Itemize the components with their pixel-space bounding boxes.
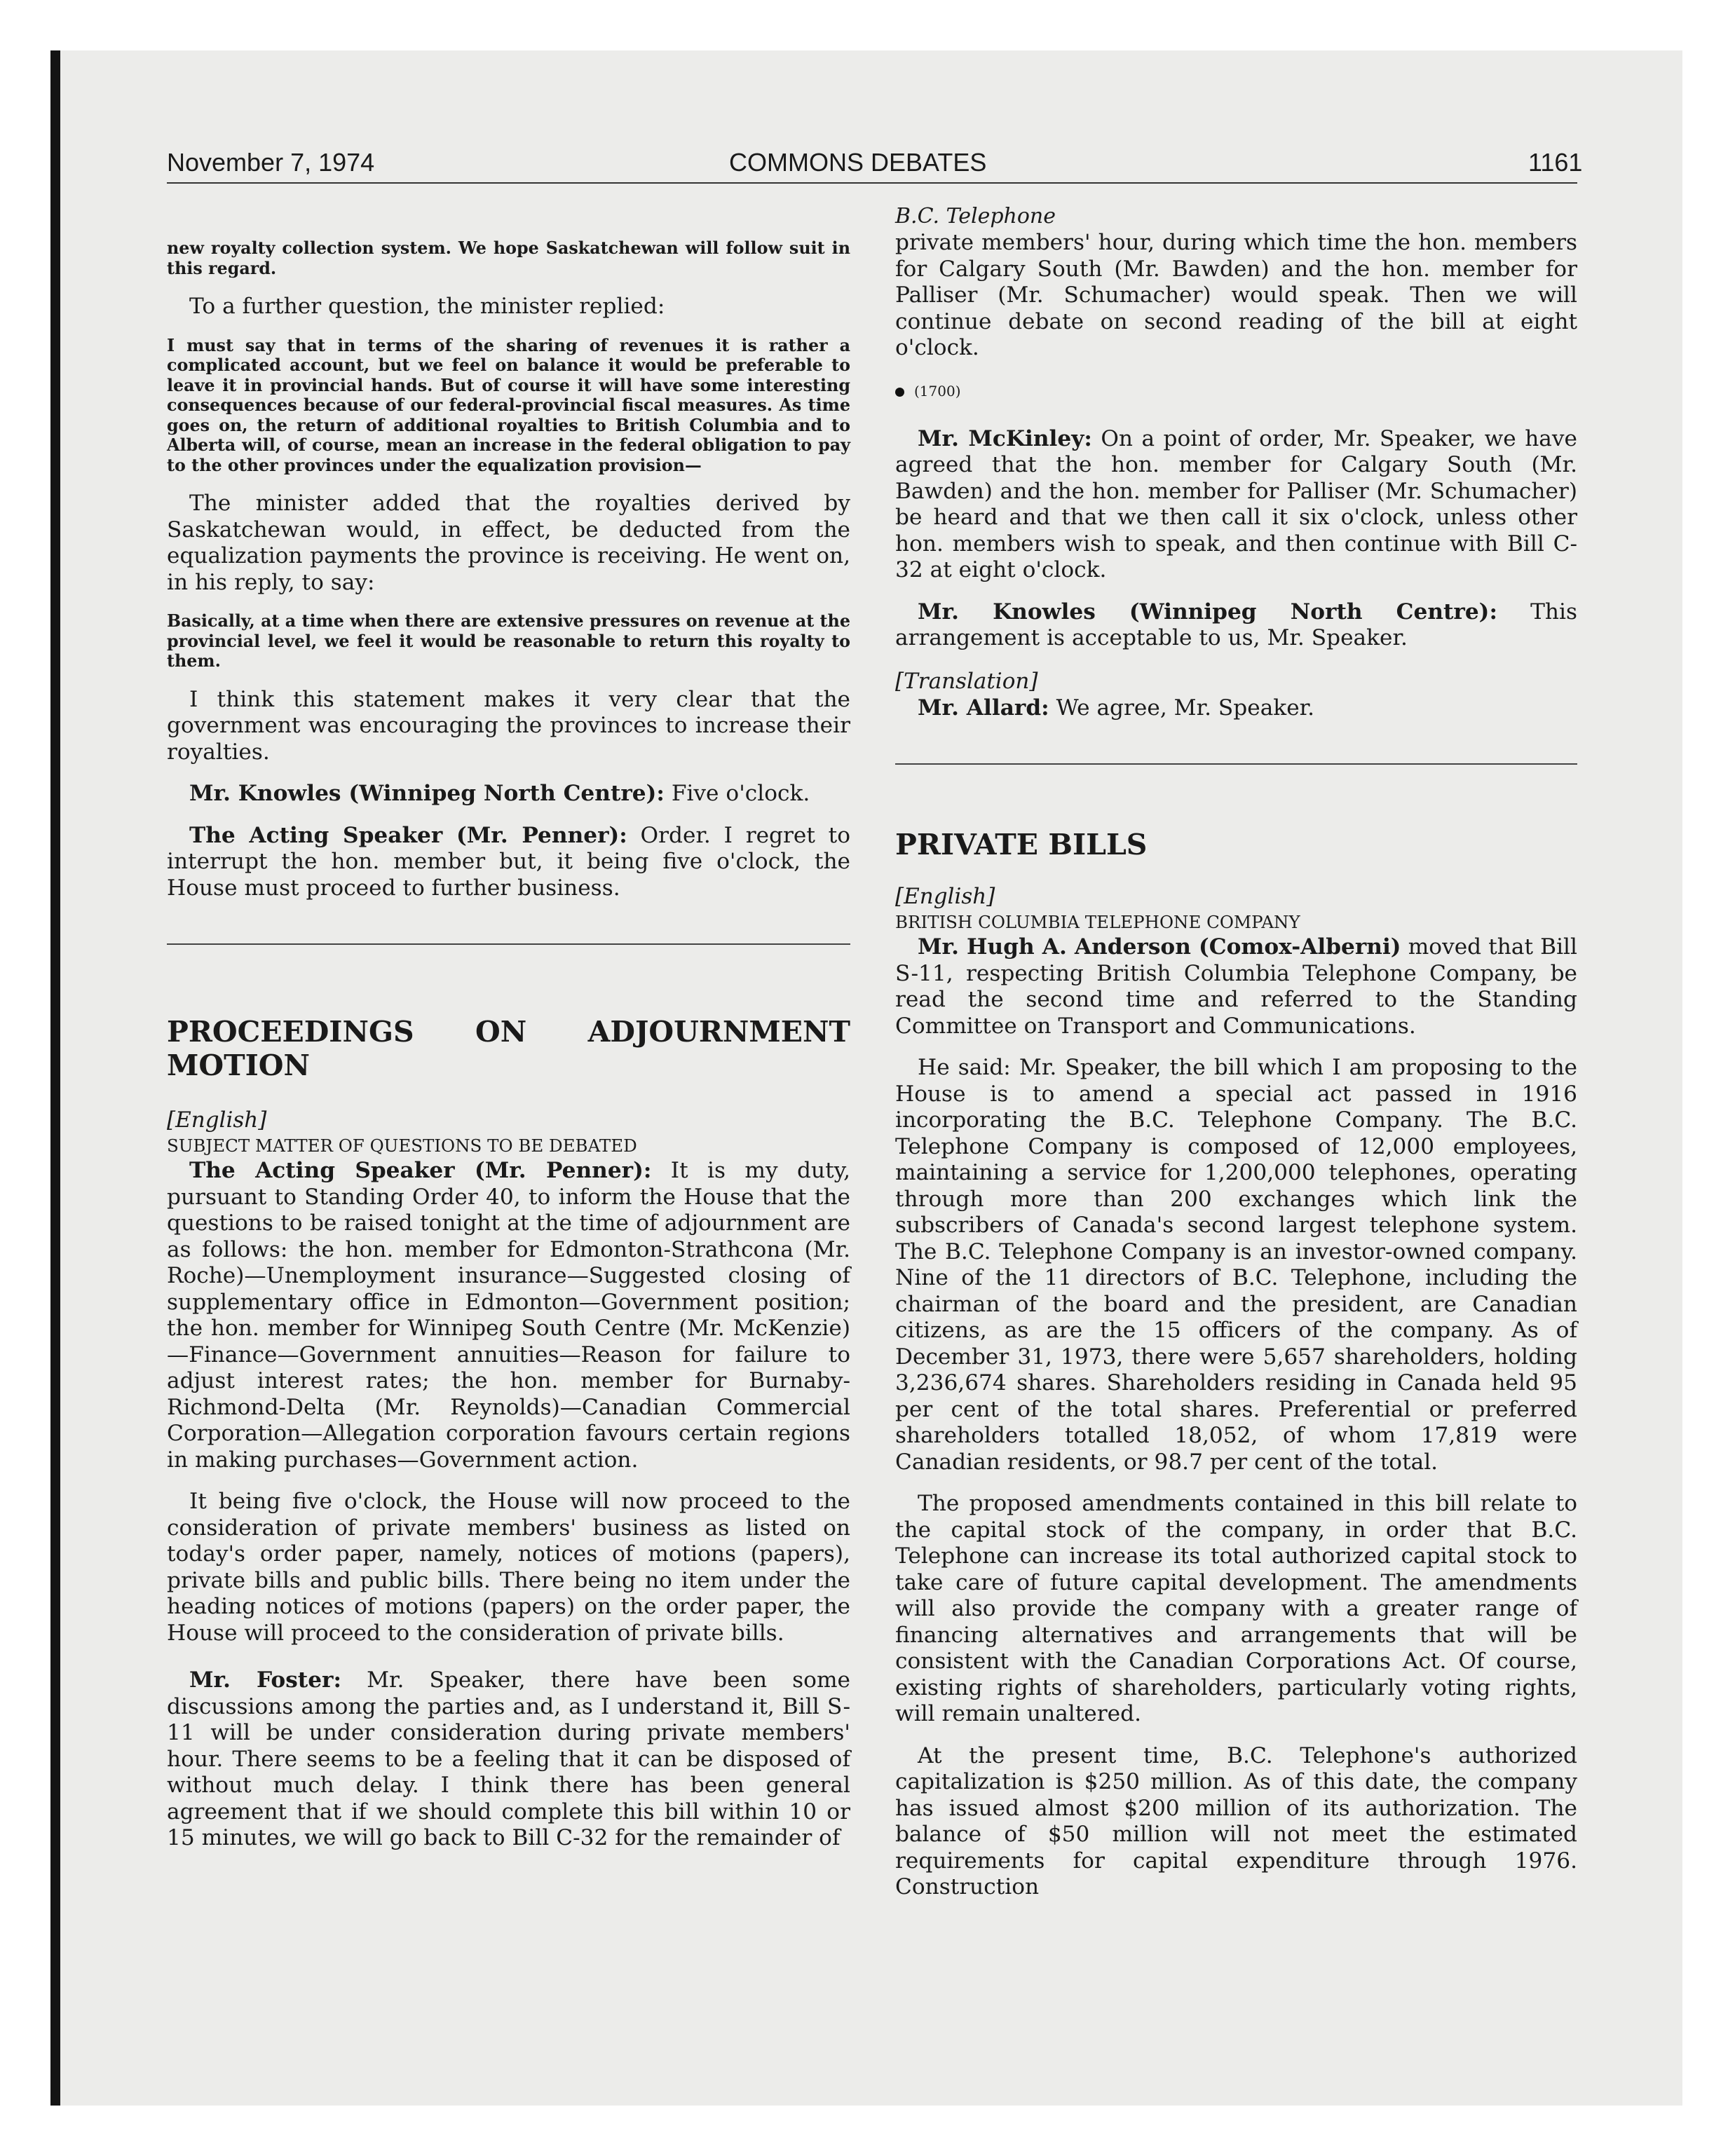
block-quote: I must say that in terms of the sharing of revenues it is rather a complicated account, but we feel on balance it would be preferable to leave it in provincial hands. But of course it will have some interesting consequences because of our federal-provincial fiscal measures. As time goes on, the return of additional royalties to British Columbia and to Alberta will, of course, mean an increase in the federal obligation to pay to the other provinces under the equalization provision—	[167, 335, 850, 475]
running-head: B.C. Telephone	[895, 204, 1056, 228]
speaker-name: Mr. McKinley:	[918, 425, 1092, 451]
paragraph: He said: Mr. Speaker, the bill which I am proposing to the House is to amend a special act passed in 1916 incorporating the B.C. Telephone Company. The B.C. Telephone Company is composed of 12,000 employees, maintaining a service for 1,200,000 telephones, operating through more than 200 exchanges which link the subscribers of Canada's second largest telephone system. The B.C. Telephone Company is an investor-owned company. Nine of the 11 directors of B.C. Telephone, including the chairman of the board and the president, are Canadian citizens, as are the 15 officers of the company. As of December 31, 1973, there were 5,657 shareholders, holding 3,236,674 shares. Shareholders residing in Canada held 95 per cent of the total shares. Preferential or preferred shareholders totalled 18,052, of whom 17,819 were Canadian residents, or 98.7 per cent of the total.	[895, 1055, 1577, 1475]
speaker-name: Mr. Knowles (Winnipeg North Centre):	[189, 781, 665, 806]
paragraph: The proposed amendments contained in this bill relate to the capital stock of the company, in order that B.C. Telephone can increase its total authorized capital stock to take care of future capital development. The amendments will also provide the company with a greater range of financing alternatives and arrangements that will be consistent with the Canadian Corporations Act. Of course, existing rights of shareholders, particularly voting rights, will remain unaltered.	[895, 1491, 1577, 1726]
speech	[167, 781, 850, 807]
speech	[895, 599, 1577, 652]
speech-text: moved that Bill S-11, respecting British Columbia Telephone Company, be read the second time and referred to the Standing Committee on Transport and Communications.	[895, 934, 1578, 1039]
speech-text: Five o'clock.	[664, 781, 810, 806]
subheading: SUBJECT MATTER OF QUESTIONS TO BE DEBATED	[167, 1135, 637, 1156]
speech	[167, 1158, 850, 1473]
header-date: November 7, 1974	[167, 148, 375, 177]
speaker-name: Mr. Hugh A. Anderson (Comox-Alberni)	[918, 934, 1401, 960]
time-stamp-text: (1700)	[914, 382, 961, 400]
page-number: 1161	[1528, 148, 1583, 177]
language-tag: [Translation]	[895, 668, 1038, 694]
time-stamp	[895, 377, 1577, 405]
paragraph: private members' hour, during which time the hon. members for Calgary South (Mr. Bawden) and the hon. member for Palliser (Mr. Schumacher) would speak. Then we will continue debate on second reading of the bill at eight o'clock.	[895, 230, 1577, 360]
language-tag: [English]	[895, 884, 995, 909]
section-heading: PROCEEDINGS ON ADJOURNMENT MOTION	[167, 1015, 850, 1082]
speaker-name: Mr. Allard:	[918, 695, 1049, 721]
section-heading: PRIVATE BILLS	[895, 828, 1148, 861]
header-title: COMMONS DEBATES	[729, 148, 987, 177]
speech-text: Mr. Speaker, there have been some discussions among the parties and, as I understand it, Bill S-11 will be under consideration during private members' hour. There seems to be a feeling that it can be disposed of without much delay. I think there has been general agreement that if we should complete this bill within 10 or 15 minutes, we will go back to Bill C-32 for the remainder of	[167, 1667, 850, 1850]
speaker-name: Mr. Knowles (Winnipeg North Centre):	[918, 599, 1497, 625]
speaker-name: The Acting Speaker (Mr. Penner):	[189, 1158, 652, 1183]
speech-text: We agree, Mr. Speaker.	[1049, 695, 1315, 721]
speech-text: Order. I regret to interrupt the hon. member but, it being five o'clock, the House must proceed to further business.	[167, 822, 850, 901]
paragraph: It being five o'clock, the House will now proceed to the consideration of private members' business as listed on today's order paper, namely, notices of motions (papers), private bills and public bills. There being no item under the heading notices of motions (papers) on the order paper, the House will proceed to the consideration of private bills.	[167, 1489, 850, 1646]
paragraph: To a further question, the minister replied:	[189, 294, 665, 319]
speech	[167, 1667, 850, 1852]
section-rule	[167, 943, 850, 945]
binding-edge	[50, 50, 60, 2106]
speaker-name: The Acting Speaker (Mr. Penner):	[189, 822, 627, 848]
speech-text: This arrangement is acceptable to us, Mr. Speaker.	[895, 599, 1577, 650]
speech-text: It is my duty, pursuant to Standing Order 40, to inform the House that the questions to be raised tonight at the time of adjournment are as follows: the hon. member for Edmonton-Strathcona (Mr. Roche)—Unemployment insurance—Suggested closing of supplementary office in Edmonton—Government position; the hon. member for Winnipeg South Centre (Mr. McKenzie)—Finance—Government annuities—Reason for failure to adjust interest rates; the hon. member for Burnaby-Richmond-Delta (Mr. Reynolds)—Canadian Commercial Corporation—Allegation corporation favours certain regions in making purchases—Government action.	[167, 1158, 850, 1473]
language-tag: [English]	[167, 1107, 267, 1133]
speaker-name: Mr. Foster:	[189, 1667, 341, 1693]
speech	[895, 934, 1577, 1039]
continued-quote: new royalty collection system. We hope Saskatchewan will follow suit in this regard.	[167, 238, 850, 278]
paragraph: At the present time, B.C. Telephone's authorized capitalization is $250 million. As of this date, the company has issued almost $200 million of its authorization. The balance of $50 million will not meet the estimated requirements for capital expenditure through 1976. Construction	[895, 1742, 1577, 1899]
paragraph: I think this statement makes it very clear that the government was encouraging the provinces to increase their royalties.	[167, 686, 850, 765]
speech	[167, 823, 850, 902]
speech	[895, 426, 1577, 584]
left-column	[167, 203, 850, 1867]
section-rule	[895, 763, 1577, 765]
subheading: BRITISH COLUMBIA TELEPHONE COMPANY	[895, 912, 1300, 932]
header-rule	[167, 182, 1577, 184]
block-quote: Basically, at a time when there are extensive pressures on revenue at the provincial level, we feel it would be reasonable to return this royalty to them.	[167, 611, 850, 671]
speech	[895, 695, 1577, 722]
paragraph: The minister added that the royalties derived by Saskatchewan would, in effect, be deducted from the equalization payments the province is receiving. He went on, in his reply, to say:	[167, 491, 850, 595]
bullet-icon	[895, 388, 904, 397]
right-column	[895, 203, 1577, 1916]
speech-text: On a point of order, Mr. Speaker, we have agreed that the hon. member for Calgary South (Mr. Bawden) and the hon. member for Palliser (Mr. Schumacher) be heard and that we then call it six o'clock, unless other hon. members wish to speak, and then continue with Bill C-32 at eight o'clock.	[895, 425, 1577, 582]
